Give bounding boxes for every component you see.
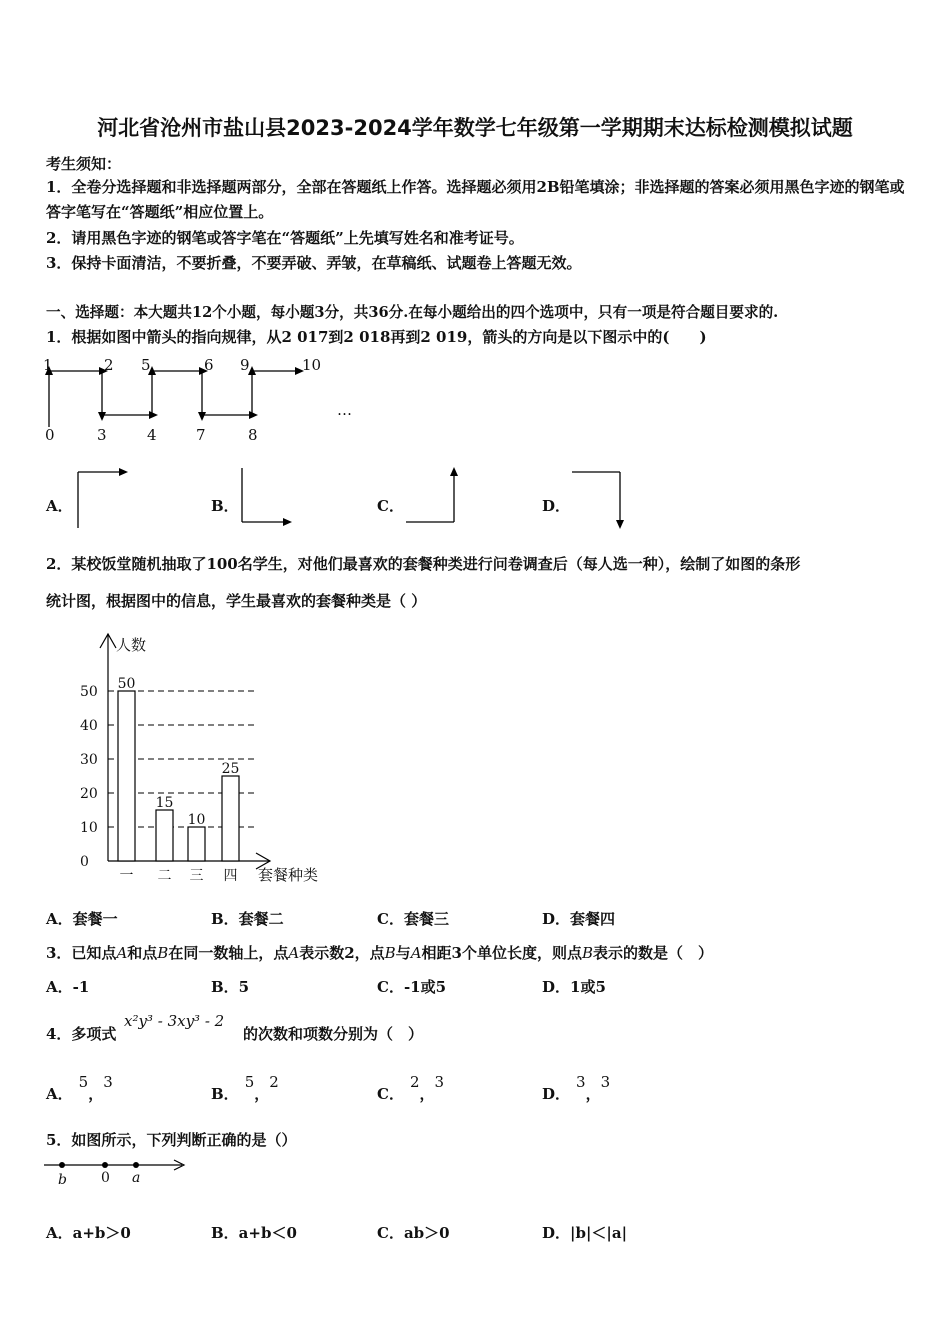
- q4-option-label: D．: [542, 1085, 571, 1103]
- q3-stem-part: 表示数2，点: [299, 944, 385, 962]
- q3-stem-part: 3．已知点: [46, 944, 117, 962]
- chart-xtick-label: 四: [223, 868, 238, 884]
- chart-xtick-label: 三: [189, 868, 204, 884]
- q4-option-c[interactable]: [377, 1073, 445, 1104]
- q3-option-c[interactable]: C．-1或5: [377, 978, 447, 996]
- q2-option-d[interactable]: D．套餐四: [542, 910, 616, 928]
- q3-var-a: A: [410, 944, 422, 962]
- q4-comma: ，: [585, 1085, 601, 1103]
- q3-stem-part: 表示的数是（ ）: [593, 944, 714, 962]
- notice-item-2: 2．请用黑色字迹的钢笔或答字笔在“答题纸”上先填写姓名和准考证号。: [46, 229, 524, 247]
- chart-ytick-label: 40: [80, 718, 98, 734]
- notice-heading: 考生须知：: [46, 155, 122, 173]
- q4-option-label: A．: [46, 1085, 73, 1103]
- q4-option-value: 2: [409, 1073, 420, 1091]
- q4-option-value: 2: [269, 1073, 279, 1091]
- chart-data-label: 15: [155, 795, 174, 811]
- q4-option-label: B．: [211, 1085, 239, 1103]
- q3-option-d[interactable]: D．1或5: [542, 978, 606, 996]
- q1-num-9: 9: [240, 356, 250, 374]
- q4-option-a[interactable]: [46, 1073, 113, 1104]
- q1-num-5: 5: [141, 356, 151, 374]
- q5-option-d[interactable]: D．|b|＜|a|: [542, 1224, 628, 1242]
- q2-bar-chart: [70, 628, 370, 888]
- q1-arrow-pattern: [40, 355, 370, 445]
- q1-option-d-arrow: [570, 462, 630, 532]
- section-heading: 一、选择题：本大题共12个小题，每小题3分，共36分.在每小题给出的四个选项中，只有一项是符合题目要求的.: [46, 304, 779, 321]
- q1-num-4: 4: [147, 426, 157, 444]
- q1-num-3: 3: [97, 426, 107, 444]
- chart-bar: [188, 827, 205, 861]
- chart-xtick-label: 二: [157, 868, 172, 884]
- q4-comma: ，: [88, 1085, 104, 1103]
- q5-stem: 5．如图所示，下列判断正确的是（）: [46, 1131, 297, 1149]
- q4-comma: ，: [419, 1085, 435, 1103]
- q4-polynomial: x²y³ - 3xy³ - 2: [124, 1012, 225, 1030]
- q4-option-d[interactable]: [542, 1073, 611, 1104]
- chart-ytick-label: 20: [80, 786, 98, 802]
- q1-option-a-arrow: [74, 462, 134, 532]
- q5-label-0: 0: [101, 1170, 110, 1186]
- page-title: 河北省沧州市盐山县2023-2024学年数学七年级第一学期期末达标检测模拟试题: [97, 116, 853, 140]
- q1-ellipsis: …: [337, 401, 352, 419]
- chart-xlabel: 套餐种类: [258, 866, 319, 884]
- q3-var-a: A: [288, 944, 300, 962]
- q1-option-b[interactable]: B．: [211, 497, 239, 515]
- q4-option-value: 5: [244, 1073, 255, 1091]
- q1-option-a[interactable]: A．: [46, 497, 73, 515]
- q2-option-a[interactable]: A．套餐一: [46, 910, 118, 928]
- q3-stem-part: 与: [395, 944, 411, 962]
- notice-item-3: 3．保持卡面清洁，不要折叠，不要弄破、弄皱，在草稿纸、试题卷上答题无效。: [46, 254, 582, 272]
- q2-option-b[interactable]: B．套餐二: [211, 910, 284, 928]
- q1-num-6: 6: [204, 356, 214, 374]
- q1-option-c[interactable]: C．: [377, 497, 404, 515]
- q3-var-b: B: [384, 944, 396, 962]
- chart-ytick-label: 50: [80, 684, 98, 700]
- q1-num-10: 10: [302, 356, 322, 374]
- chart-data-label: 10: [187, 812, 206, 828]
- q1-option-c-arrow: [404, 462, 464, 532]
- chart-data-label: 50: [117, 676, 136, 692]
- notice-item-1: 1．全卷分选择题和非选择题两部分，全部在答题纸上作答。选择题必须用2B铅笔填涂；非选择题的答案必须用黑色字迹的钢笔或答字笔写在“答题纸”相应位置上。: [46, 178, 905, 221]
- q3-stem-part: 和点: [127, 944, 158, 962]
- q1-num-2: 2: [104, 356, 114, 374]
- q1-option-d[interactable]: D．: [542, 497, 571, 515]
- q3-stem-part: 在同一数轴上，点: [168, 944, 289, 962]
- q4-option-label: C．: [377, 1085, 404, 1103]
- q3-stem-part: 相距3个单位长度，则点: [421, 944, 582, 962]
- q4-stem-a: 4．多项式: [46, 1025, 117, 1043]
- chart-bar: [156, 810, 173, 861]
- q2-option-c[interactable]: C．套餐三: [377, 910, 449, 928]
- q3-var-b: B: [581, 944, 594, 962]
- q2-stem-line1: 2．某校饭堂随机抽取了100名学生，对他们最喜欢的套餐种类进行问卷调查后（每人选一种），绘制了如图的条形: [46, 555, 801, 573]
- q5-option-b[interactable]: B．a+b＜0: [211, 1224, 297, 1242]
- q1-num-0: 0: [45, 426, 55, 444]
- q4-option-value: 3: [103, 1073, 113, 1091]
- q3-stem: [46, 942, 713, 963]
- chart-xtick-label: 一: [119, 868, 134, 884]
- q3-var-a: A: [116, 944, 128, 962]
- q3-var-b: B: [157, 944, 169, 962]
- chart-ytick-label: 0: [80, 854, 89, 870]
- q5-label-b: b: [58, 1172, 67, 1188]
- q1-num-8: 8: [248, 426, 258, 444]
- chart-ylabel: 人数: [116, 636, 147, 654]
- chart-ytick-label: 30: [80, 752, 98, 768]
- q5-option-c[interactable]: C．ab＞0: [377, 1224, 450, 1242]
- q1-num-7: 7: [196, 426, 206, 444]
- q3-option-a[interactable]: A．-1: [46, 978, 90, 996]
- chart-bar: [222, 776, 239, 861]
- q3-option-b[interactable]: B．5: [211, 978, 250, 996]
- q4-comma: ，: [254, 1085, 270, 1103]
- q4-option-value: 3: [434, 1073, 445, 1091]
- q4-option-b[interactable]: [211, 1073, 279, 1104]
- q5-number-line: [44, 1152, 204, 1192]
- q4-option-value: 3: [600, 1073, 611, 1091]
- chart-bar: [118, 691, 135, 861]
- q5-option-a[interactable]: A．a+b＞0: [46, 1224, 131, 1242]
- chart-data-label: 25: [221, 761, 240, 777]
- q4-option-value: 3: [576, 1073, 586, 1091]
- q1-option-b-arrow: [238, 462, 298, 532]
- q1-num-1: 1: [43, 356, 53, 374]
- q4-option-value: 5: [78, 1073, 89, 1091]
- q4-stem-b: 的次数和项数分别为（ ）: [243, 1025, 424, 1043]
- q2-stem-line2: 统计图，根据图中的信息，学生最喜欢的套餐种类是（ ）: [46, 592, 427, 610]
- q5-label-a: a: [132, 1170, 141, 1186]
- chart-ytick-label: 10: [80, 820, 98, 836]
- q1-stem: 1．根据如图中箭头的指向规律，从2 017到2 018再到2 019，箭头的方向是以下图示中的( ): [46, 328, 707, 346]
